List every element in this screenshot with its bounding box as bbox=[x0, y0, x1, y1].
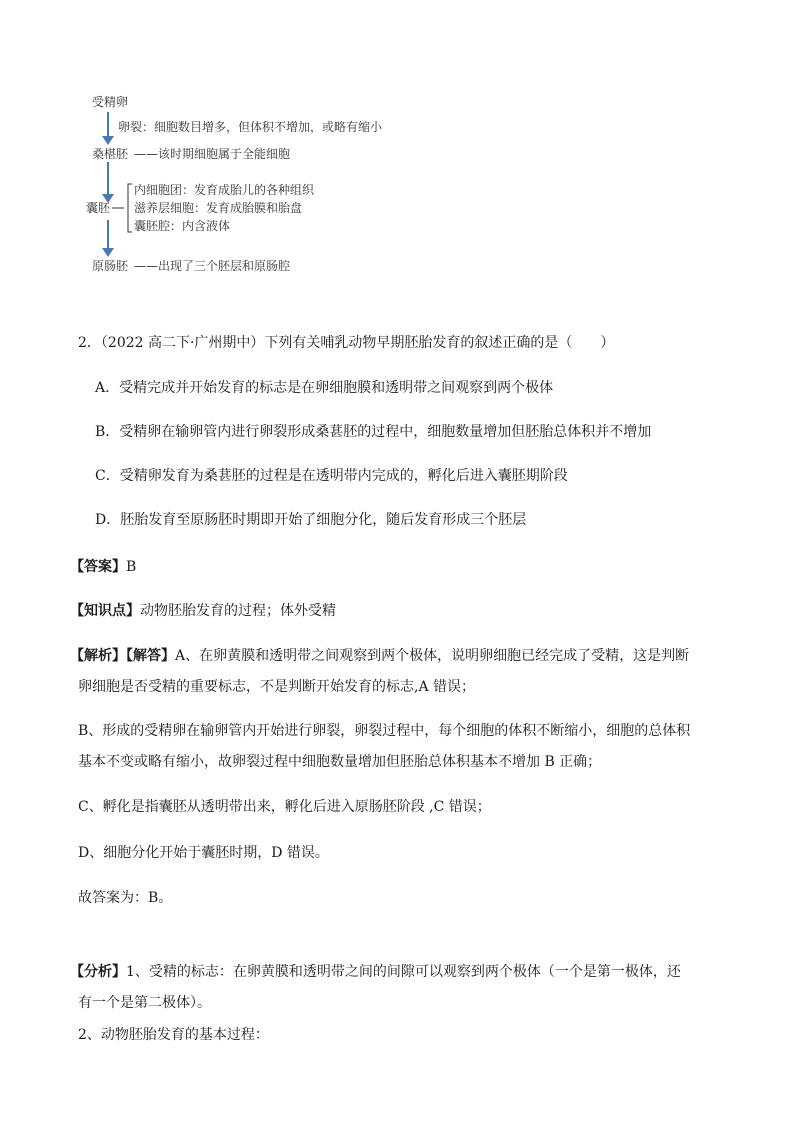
knowledge-value: 动物胚胎发育的过程；体外受精 bbox=[140, 603, 336, 619]
embryo-development-diagram bbox=[0, 0, 794, 300]
analysis-line-4: 基本不变或略有缩小，故卵裂过程中细胞数量增加但胚胎总体积基本不增加 B 正确； bbox=[78, 754, 602, 770]
option-d: D．胚胎发育至原肠胚时期即开始了细胞分化，随后发育形成三个胚层 bbox=[95, 512, 527, 528]
branch-trophoblast: 滋养层细胞：发育成胎膜和胎盘 bbox=[134, 201, 303, 215]
branch-icm: 内细胞团：发育成胎儿的各种组织 bbox=[134, 183, 315, 197]
branch-cavity: 囊胚腔：内含液体 bbox=[134, 219, 231, 233]
answer-value: B bbox=[126, 559, 137, 575]
analysis-line-5: C、孵化是指囊胚从透明带出来，孵化后进入原肠胚阶段 ,C 错误； bbox=[78, 799, 491, 815]
fenxi-label: 【分析】 bbox=[70, 964, 126, 980]
node-morula: 桑椹胚 bbox=[92, 147, 129, 161]
analysis-label: 【解析】【解答】 bbox=[70, 648, 175, 664]
fenxi-line-1: 【分析】1、受精的标志：在卵黄膜和透明带之间的间隙可以观察到两个极体（一个是第一极体，还 bbox=[70, 964, 681, 980]
fenxi-line-3: 2、动物胚胎发育的基本过程： bbox=[78, 1027, 269, 1043]
analysis-line-6: D、细胞分化开始于囊胚时期，D 错误。 bbox=[78, 845, 329, 861]
analysis-line-1: 【解析】【解答】A、在卵黄膜和透明带之间观察到两个极体，说明卵细胞已经完成了受精，这是判断 bbox=[70, 648, 690, 664]
analysis-conclusion: 故答案为：B。 bbox=[78, 890, 173, 906]
note-gastrula: ——出现了三个胚层和原肠腔 bbox=[134, 259, 291, 273]
blastocyst-bracket bbox=[128, 184, 132, 232]
analysis-line-2: 卵细胞是否受精的重要标志，不是判断开始发育的标志,A 错误； bbox=[78, 679, 476, 695]
fenxi-line-2: 有一个是第二极体）。 bbox=[78, 995, 211, 1011]
node-blastocyst: 囊胚 bbox=[86, 201, 111, 215]
answer-label: 【答案】 bbox=[70, 559, 126, 575]
knowledge-label: 【知识点】 bbox=[70, 603, 140, 619]
analysis-line-3: B、形成的受精卵在输卵管内开始进行卵裂，卵裂过程中，每个细胞的体积不断缩小，细胞的总体积 bbox=[78, 723, 691, 739]
option-a: A．受精完成并开始发育的标志是在卵细胞膜和透明带之间观察到两个极体 bbox=[95, 380, 554, 396]
knowledge-row bbox=[70, 601, 336, 621]
question-stem: 2．（2022 高二下·广州期中）下列有关哺乳动物早期胚胎发育的叙述正确的是（ ） bbox=[78, 335, 615, 351]
note-cleavage: 卵裂：细胞数目增多，但体积不增加，或略有缩小 bbox=[118, 120, 383, 134]
answer-row bbox=[70, 557, 136, 577]
node-zygote: 受精卵 bbox=[92, 95, 129, 109]
option-b: B．受精卵在输卵管内进行卵裂形成桑葚胚的过程中，细胞数量增加但胚胎总体积并不增加 bbox=[95, 424, 652, 440]
option-c: C．受精卵发育为桑葚胚的过程是在透明带内完成的，孵化后进入囊胚期阶段 bbox=[95, 468, 568, 484]
node-gastrula: 原肠胚 bbox=[92, 259, 129, 273]
note-morula: ——该时期细胞属于全能细胞 bbox=[134, 147, 291, 161]
